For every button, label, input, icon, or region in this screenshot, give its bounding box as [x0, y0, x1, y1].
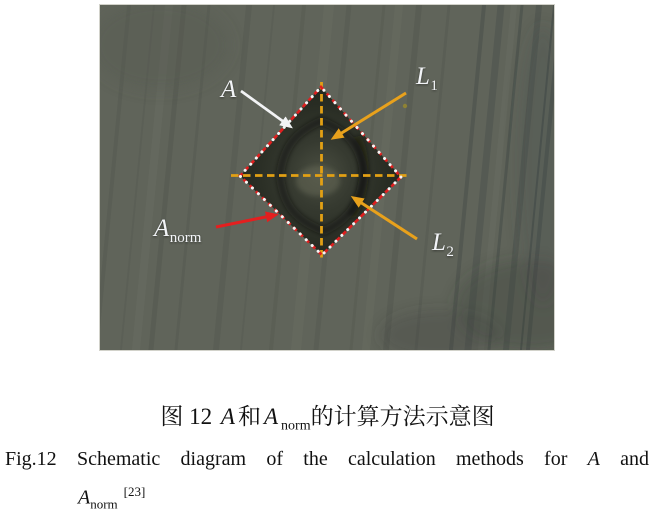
micrograph-canvas	[100, 5, 554, 350]
label-l2: $L_2$	[432, 229, 454, 260]
label-a: A	[221, 76, 237, 103]
caption-chinese: 图 12 A 和 A $_{norm}$的计算方法示意图	[160, 404, 495, 434]
caption-english-line1: Fig.12 Schematic diagram of the calculation methods for A and	[5, 448, 650, 470]
label-anorm: $A_{norm}$	[154, 215, 202, 246]
micrograph-image	[100, 5, 554, 350]
caption-english-line2: $A_{norm}[23]$	[78, 484, 146, 512]
surface-speck	[403, 104, 407, 108]
label-l1: $L_1$	[416, 63, 438, 94]
